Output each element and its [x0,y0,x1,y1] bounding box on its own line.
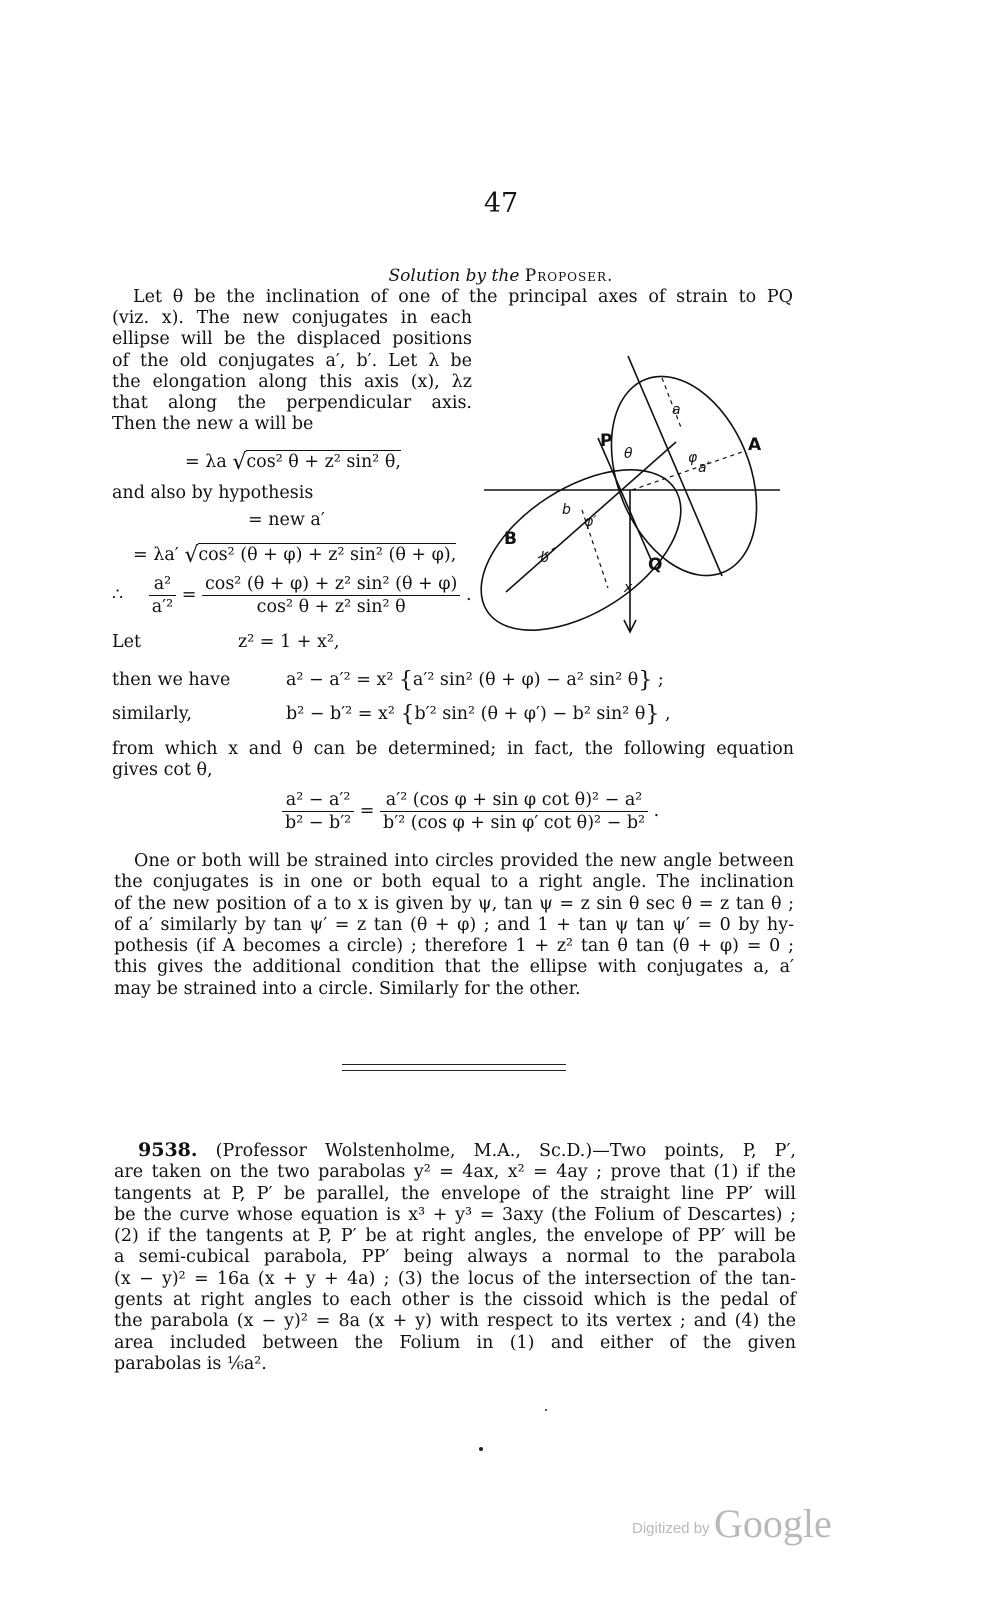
text-line: this gives the additional condition that the ellipse with conjugates a, a′ [114,957,794,978]
equation-lhs: b² − b′² = x² [286,704,395,724]
equation-new-a-prime: = new a′ [248,510,325,530]
numerator: a′² (cos φ + sin φ cot θ)² − a² [380,790,648,812]
equals-sign: = [359,801,375,821]
then-label: then we have [112,670,231,690]
page-number: 47 [483,188,519,219]
radicand: cos² θ + z² sin² θ, [246,452,401,472]
equation-a-difference [286,668,664,693]
label-q: Q [648,555,663,575]
fraction-left [149,574,176,617]
brace-close: } [638,668,653,693]
label-a-prime: a′ [698,460,710,476]
denominator: b² − b′² [285,813,352,833]
equation-lambda-a-prime [133,543,456,568]
text-line: be the curve whose equation is x³ + y³ = 3axy (the Folium of Descartes) ; [114,1204,796,1225]
equation-z-squared: z² = 1 + x², [238,632,340,652]
label-theta: θ [624,446,633,462]
text-line: the parabola (x − y)² = 8a (x + y) with respect to its vertex ; and (4) the [114,1311,796,1332]
text-line: area included between the Folium in (1) and either of the given [114,1332,796,1353]
problem-attribution: (Professor Wolstenholme, M.A., Sc.D.)—Two points, P, P′, [215,1141,796,1161]
problem-number: 9538. [138,1139,198,1161]
intro-line: that along the perpendicular axis. [112,393,472,414]
text-line: are taken on the two parabolas y² = 4ax, x² = 4ay ; prove that (1) if the [114,1162,796,1183]
label-b-prime: b′ [540,550,553,566]
solution-heading [0,266,1002,286]
equation-lhs: = λa [185,452,227,472]
radical-sign: √ [184,543,199,568]
radicand: cos² (θ + φ) + z² sin² (θ + φ), [198,545,457,565]
strain-ellipse-diagram [478,330,788,650]
ink-speck [545,1409,547,1411]
comma: , [664,704,671,724]
text-line: pothesis (if A becomes a circle) ; therefore 1 + z² tan θ tan (θ + φ) = 0 ; [114,936,794,957]
label-phi-prime: φ′ [584,514,597,530]
equation-cot-theta [282,790,659,833]
label-a-lower: a [672,402,681,418]
brace-content: a′² sin² (θ + φ) − a² sin² θ [412,670,639,690]
problem-first-line [114,1140,796,1162]
semicolon: ; [657,670,664,690]
label-b-lower: b [562,502,571,518]
text-line: (2) if the tangents at P, P′ be at right angles, the envelope of PP′ will be [114,1226,796,1247]
equation-lhs: a² − a′² = x² [286,670,394,690]
denominator: cos² θ + z² sin² θ [256,597,406,617]
brace-open: { [398,668,413,693]
fraction-right [202,574,460,617]
solution-heading-name: Proposer. [524,266,614,286]
intro-left-column [112,308,472,436]
text-line: parabolas is ⅙a². [114,1353,267,1374]
intro-line: ellipse will be the displaced positions [112,329,472,350]
label-b: B [504,529,517,549]
brace-content: b′² sin² (θ + φ′) − b² sin² θ [414,704,646,724]
equation-b-difference [286,702,671,727]
ink-speck [479,1447,483,1451]
label-a: A [748,435,762,455]
text-line: One or both will be strained into circles provided the new angle between [134,851,794,871]
watermark-prefix: Digitized by [632,1520,710,1537]
hypothesis-label: and also by hypothesis [112,483,314,503]
intro-line: of the old conjugates a′, b′. Let λ be [112,350,472,371]
text-line: gives cot θ, [112,760,213,781]
fraction-left [282,790,354,833]
brace-open: { [400,702,415,727]
intro-line: the elongation along this axis (x), λz [112,371,472,392]
label-p: P [600,431,613,451]
period: . [465,585,472,605]
fraction-right [380,790,648,833]
equals-sign: = [181,585,197,605]
from-which-paragraph [112,739,794,782]
let-label: Let [112,632,142,652]
text-line: gents at right angles to each other is the cissoid which is the pedal of [114,1290,796,1311]
text-line: of a′ similarly by tan ψ′ = z tan (θ + φ) ; and 1 + tan ψ tan ψ′ = 0 by hy- [114,914,794,935]
problem-9538 [114,1140,796,1375]
similarly-label: similarly, [112,704,192,724]
numerator: cos² (θ + φ) + z² sin² (θ + φ) [202,574,460,596]
period: . [653,801,660,821]
text-line: tangents at P, P′ be parallel, the envelope of the straight line PP′ will [114,1183,796,1204]
denominator: b′² (cos φ + sin φ′ cot θ)² − b² [383,813,646,833]
text-line: may be strained into a circle. Similarly for the other. [114,978,581,999]
equation-new-a [185,450,401,475]
equation-lhs: = λa′ [133,545,179,565]
text-line: of the new position of a to x is given by ψ, tan ψ = z sin θ sec θ = z tan θ ; [114,893,794,914]
section-rule-bottom [342,1070,566,1071]
therefore-symbol: ∴ [112,585,124,605]
label-x: x [624,580,633,596]
label-phi: φ [688,450,698,466]
numerator: a² [149,574,176,596]
solution-heading-prefix: Solution by the [388,266,520,286]
numerator: a² − a′² [282,790,354,812]
section-rule-top [342,1064,566,1065]
text-line: from which x and θ can be determined; in fact, the following equation [112,739,794,759]
circle-condition-paragraph [114,851,794,1000]
text-line: a semi-cubical parabola, PP′ being always a normal to the parabola [114,1247,796,1268]
text-line: (x − y)² = 16a (x + y + 4a) ; (3) the locus of the intersection of the tan- [114,1268,796,1289]
intro-first-line: Let θ be the inclination of one of the principal axes of strain to PQ [133,287,793,307]
digitized-watermark [632,1500,832,1547]
text-line: the conjugates is in one or both equal to a right angle. The inclination [114,872,794,893]
radical-sign: √ [232,450,247,475]
google-logo-text: Google [714,1501,832,1546]
brace-close: } [645,702,660,727]
intro-line: (viz. x). The new conjugates in each [112,308,472,328]
denominator: a′² [151,597,174,617]
intro-line: Then the new a will be [112,414,314,435]
equation-ratio [112,574,472,617]
